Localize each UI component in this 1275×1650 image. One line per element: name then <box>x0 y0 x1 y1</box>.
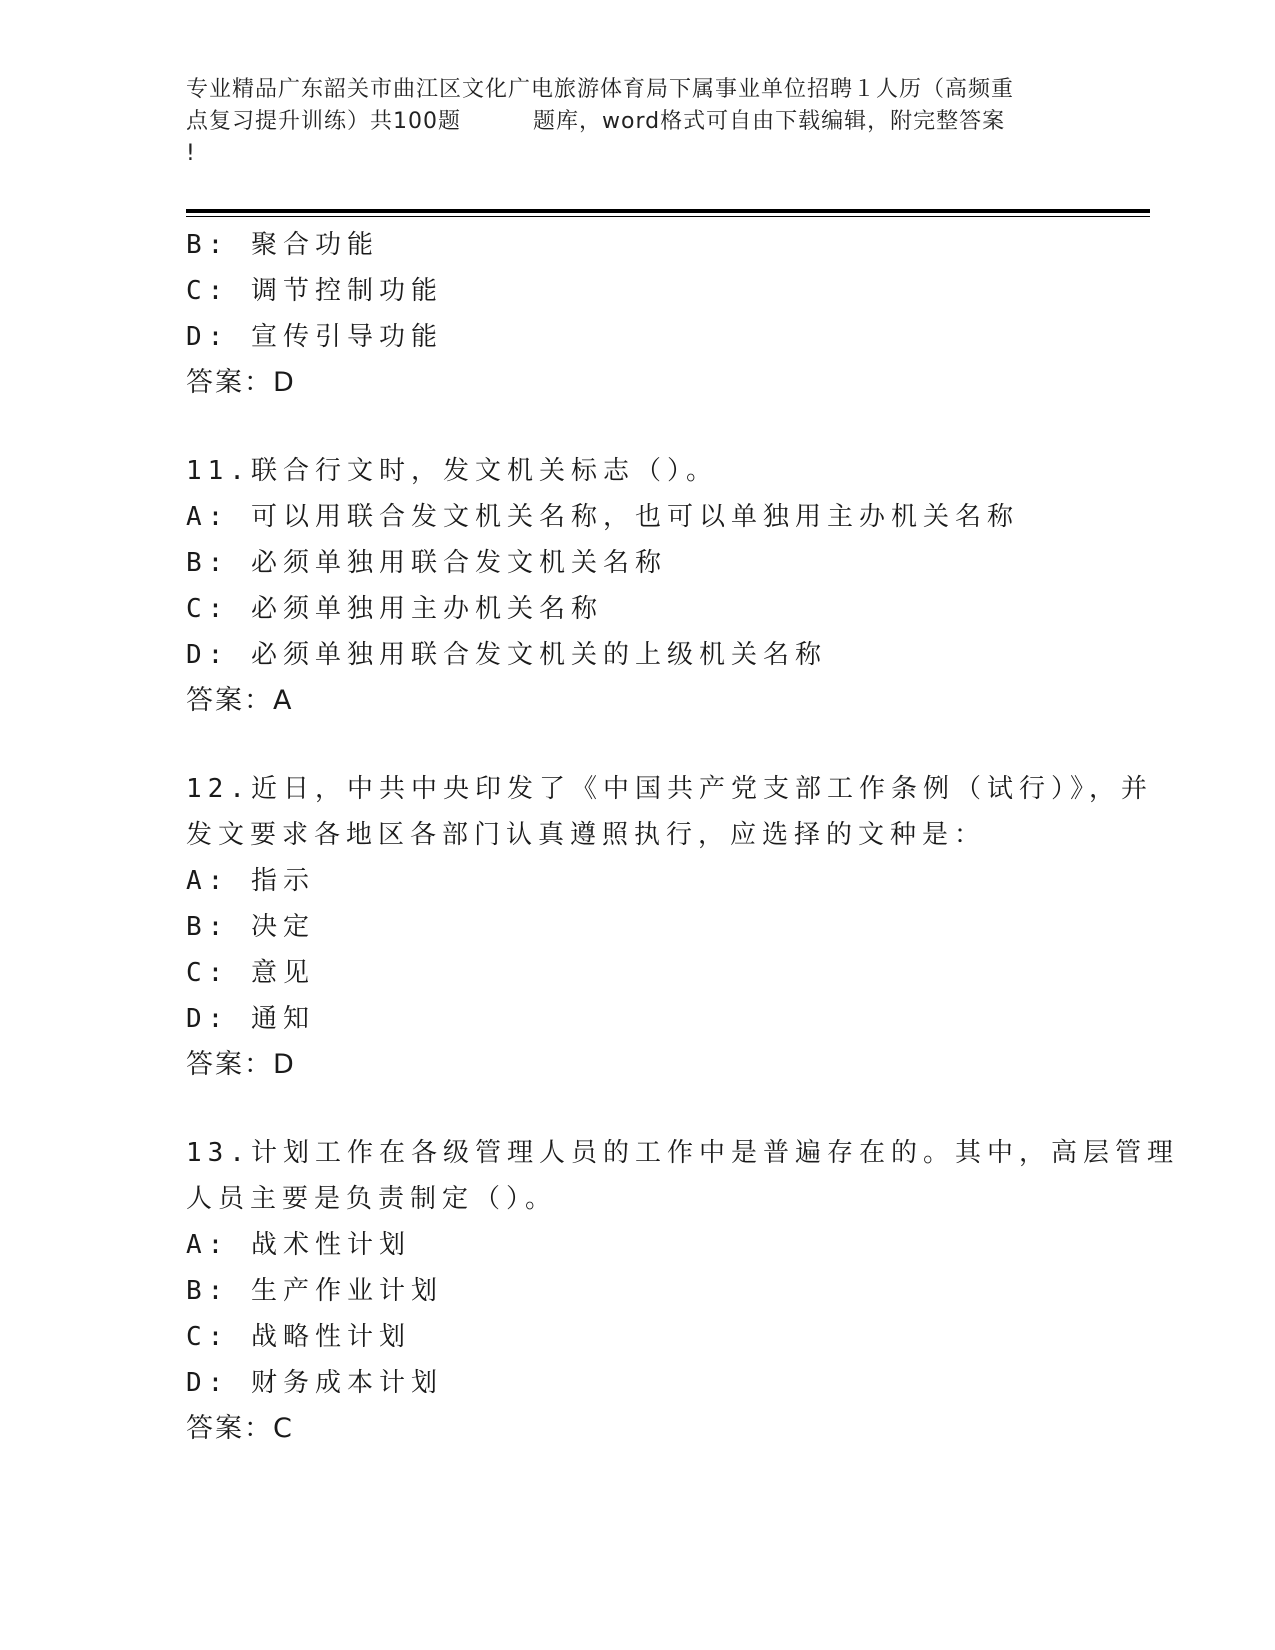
option-c: C: 意见 <box>186 958 315 988</box>
answer-line: 答案：D <box>186 367 296 398</box>
question-12 <box>186 766 1153 1088</box>
option-d: D: 通知 <box>186 1004 315 1034</box>
question-13 <box>186 1130 1179 1452</box>
option-a: A: 指示 <box>186 866 315 896</box>
question-list <box>186 222 1179 1452</box>
question-text-line-1: 13.计划工作在各级管理人员的工作中是普遍存在的。其中，高层管理 <box>186 1138 1179 1168</box>
question-text-line-2: 发文要求各地区各部门认真遵照执行，应选择的文种是： <box>186 820 987 850</box>
previous-question-tail <box>186 222 1086 406</box>
question-text: 11.联合行文时，发文机关标志（）。 <box>186 456 718 486</box>
header-line-2-part-2: 题库，word格式可自由下载编辑，附完整答案 <box>533 109 1006 134</box>
option-d: D: 必须单独用联合发文机关的上级机关名称 <box>186 640 827 670</box>
question-11 <box>186 448 1086 724</box>
header-divider-thick <box>186 209 1150 213</box>
header-divider-thin <box>186 216 1150 217</box>
option-b: B: 必须单独用联合发文机关名称 <box>186 548 667 578</box>
option-c: C: 必须单独用主办机关名称 <box>186 594 603 624</box>
option-a: A: 可以用联合发文机关名称，也可以单独用主办机关名称 <box>186 502 1019 532</box>
question-text-line-1: 12.近日，中共中央印发了《中国共产党支部工作条例（试行）》，并 <box>186 774 1153 804</box>
header-line-1: 专业精品广东韶关市曲江区文化广电旅游体育局下属事业单位招聘１人历（高频重 <box>186 77 1015 102</box>
option-b: B: 生产作业计划 <box>186 1276 443 1306</box>
header-line-3: ! <box>186 141 196 166</box>
answer-line: 答案：A <box>186 685 294 716</box>
question-text-line-2: 人员主要是负责制定（）。 <box>186 1184 558 1214</box>
document-header <box>186 74 1086 170</box>
answer-line: 答案：C <box>186 1413 294 1444</box>
option-c: C: 战略性计划 <box>186 1322 411 1352</box>
option-b: B: 决定 <box>186 912 315 942</box>
option-d: D: 宣传引导功能 <box>186 322 443 352</box>
header-line-2 <box>186 106 1086 138</box>
option-c: C: 调节控制功能 <box>186 276 443 306</box>
header-line-2-part-1: 点复习提升训练）共100题 <box>186 109 461 134</box>
option-d: D: 财务成本计划 <box>186 1368 443 1398</box>
answer-line: 答案：D <box>186 1049 296 1080</box>
option-b: B: 聚合功能 <box>186 230 379 260</box>
option-a: A: 战术性计划 <box>186 1230 411 1260</box>
